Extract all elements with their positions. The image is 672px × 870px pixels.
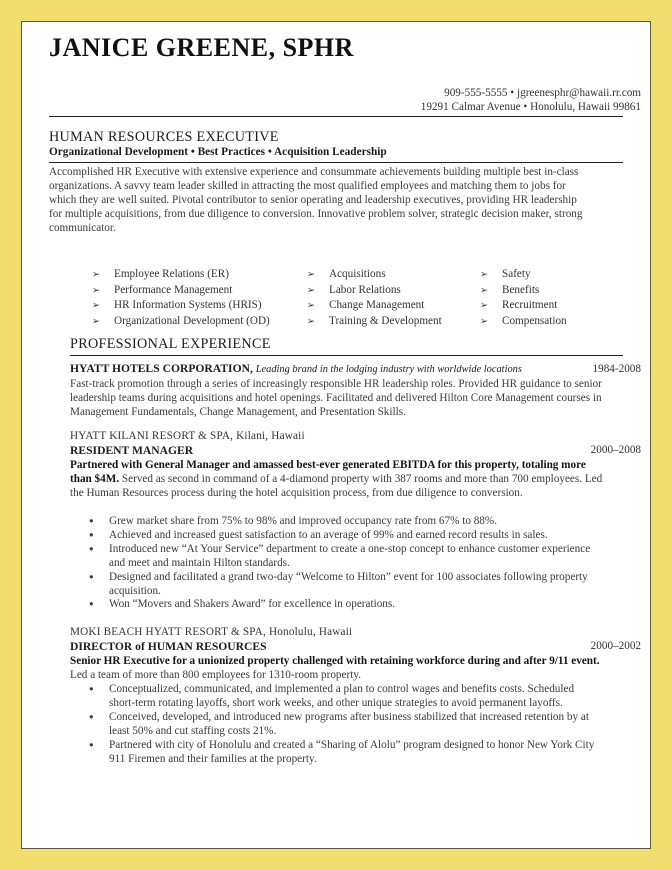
summary-tagline: Organizational Development • Best Practices • Acquisition Leadership xyxy=(49,146,387,158)
role-title: DIRECTOR of HUMAN RESOURCES xyxy=(70,640,267,653)
skill-item: ➢ Change Management xyxy=(307,298,442,314)
skill-item: ➢ HR Information Systems (HRIS) xyxy=(92,298,270,314)
arrow-bullet-icon: ➢ xyxy=(307,315,315,327)
round-bullet-icon: • xyxy=(88,515,95,528)
skill-item: ➢ Performance Management xyxy=(92,283,270,299)
list-item: • Won “Movers and Shakers Award” for excellence in operations. xyxy=(88,598,396,612)
round-bullet-icon: • xyxy=(88,683,95,696)
arrow-bullet-icon: ➢ xyxy=(480,315,488,327)
company-name: HYATT HOTELS CORPORATION, xyxy=(70,362,253,375)
arrow-bullet-icon: ➢ xyxy=(92,300,100,311)
role-location: MOKI BEACH HYATT RESORT & SPA, Honolulu, Hawaii xyxy=(70,626,353,638)
section-title-experience: PROFESSIONAL EXPERIENCE xyxy=(70,336,271,352)
arrow-bullet-icon: ➢ xyxy=(307,300,315,311)
arrow-bullet-icon: ➢ xyxy=(307,284,315,296)
arrow-bullet-icon: ➢ xyxy=(480,269,488,280)
arrow-bullet-icon: ➢ xyxy=(92,284,100,296)
skill-item: ➢ Training & Development xyxy=(307,314,442,330)
role-summary xyxy=(70,458,608,500)
role-summary-rest: Led a team of more than 800 employees for 1310-room property. xyxy=(70,669,361,681)
company-tagline: Leading brand in the lodging industry with worldwide locations xyxy=(255,364,522,375)
company-heading xyxy=(70,362,522,375)
skills-column-2 xyxy=(307,267,442,329)
list-item: • Conceived, developed, and introduced new programs after business stabilized that increased retention by at least 50% and cut staffing costs 21%. xyxy=(88,710,589,737)
skills-column-1 xyxy=(92,267,270,329)
skill-item: ➢ Labor Relations xyxy=(307,283,442,299)
skill-item: ➢ Organizational Development (OD) xyxy=(92,314,270,330)
arrow-bullet-icon: ➢ xyxy=(480,300,488,311)
skill-item: ➢ Acquisitions xyxy=(307,267,442,283)
skill-item: ➢ Compensation xyxy=(480,314,567,330)
role-years: 2000–2002 xyxy=(590,640,641,652)
role-summary xyxy=(70,654,608,682)
skill-item: ➢ Benefits xyxy=(480,283,567,299)
role-location: HYATT KILANI RESORT & SPA, Kilani, Hawaii xyxy=(70,430,305,442)
contact-phone-email: 909-555-5555 • jgreenesphr@hawaii.rr.com xyxy=(444,87,641,99)
round-bullet-icon: • xyxy=(88,598,95,612)
round-bullet-icon: • xyxy=(88,738,95,752)
arrow-bullet-icon: ➢ xyxy=(92,315,100,327)
round-bullet-icon: • xyxy=(88,570,95,584)
summary-paragraph: Accomplished HR Executive with extensive experience and consummate achievements building multiple best in-class organizations. A savvy team leader skilled in attracting the most qualified employees and matching them to jobs for which they are well suited. Pivotal contributor to senior operating and leadership executives, providing HR leadership for multiple acquisitions, from due diligence to conversion. Innovative problem solver, strategic decision maker, strong communicator. xyxy=(49,166,583,234)
round-bullet-icon: • xyxy=(88,542,95,556)
list-item: • Conceptualized, communicated, and implemented a plan to control wages and benefits costs. Scheduled short-term rotating layoffs, short work weeks, and other unique strategies to avoid permanent layoffs. xyxy=(88,683,575,709)
list-item: • Achieved and increased guest satisfaction to an average of 99% and earned record results in sales. xyxy=(88,528,548,542)
header-divider xyxy=(49,116,623,117)
skill-item: ➢ Recruitment xyxy=(480,298,567,314)
experience-divider xyxy=(70,355,623,356)
round-bullet-icon: • xyxy=(88,710,95,724)
role-summary-rest: Served as second in command of a 4-diamond property with 387 rooms and more than 700 employees. Led the Human Resources process during the hotel acquisition process, from due diligence to conversion. xyxy=(70,473,603,499)
list-item: • Introduced new “At Your Service” department to create a one-stop concept to enhance customer experience and meet and maintain Hilton standards. xyxy=(88,542,591,569)
contact-address: 19291 Calmar Avenue • Honolulu, Hawaii 99861 xyxy=(420,101,641,113)
arrow-bullet-icon: ➢ xyxy=(480,284,488,296)
list-item: • Grew market share from 75% to 98% and improved occupancy rate from 67% to 88%. xyxy=(88,515,498,528)
skill-item: ➢ Safety xyxy=(480,267,567,283)
role-title: RESIDENT MANAGER xyxy=(70,444,194,457)
summary-divider xyxy=(49,162,623,163)
list-item: • Designed and facilitated a grand two-day “Welcome to Hilton” event for 100 associates following property acquisition. xyxy=(88,570,588,597)
role-achievements xyxy=(88,683,598,766)
candidate-name: JANICE GREENE, SPHR xyxy=(49,33,354,62)
role-achievements xyxy=(88,515,598,612)
skill-item: ➢ Employee Relations (ER) xyxy=(92,267,270,283)
round-bullet-icon: • xyxy=(88,528,95,542)
arrow-bullet-icon: ➢ xyxy=(92,269,100,280)
arrow-bullet-icon: ➢ xyxy=(307,269,315,280)
list-item: • Partnered with city of Honolulu and created a “Sharing of Alolu” program designed to honor New York City 911 Firemen and their families at the property. xyxy=(88,738,595,765)
role-years: 2000–2008 xyxy=(590,444,641,456)
role-summary-lead: Partnered with General Manager and amassed best-ever generated EBITDA for this property, totaling more than $4M. xyxy=(70,459,586,485)
section-title-summary: HUMAN RESOURCES EXECUTIVE xyxy=(49,129,279,145)
company-years: 1984-2008 xyxy=(592,363,641,375)
role-summary-lead: Senior HR Executive for a unionized property challenged with retaining workforce during and after 9/11 event. xyxy=(70,655,600,667)
skills-column-3 xyxy=(480,267,567,329)
company-description: Fast-track promotion through a series of increasingly responsible HR leadership roles. Provided HR guidance to senior leadership teams during acquisitions and hotel openings. Facilitated and delivered Hilton Core Management courses in Management Fundamentals, Change Management, and Presentation Skills. xyxy=(70,378,602,418)
